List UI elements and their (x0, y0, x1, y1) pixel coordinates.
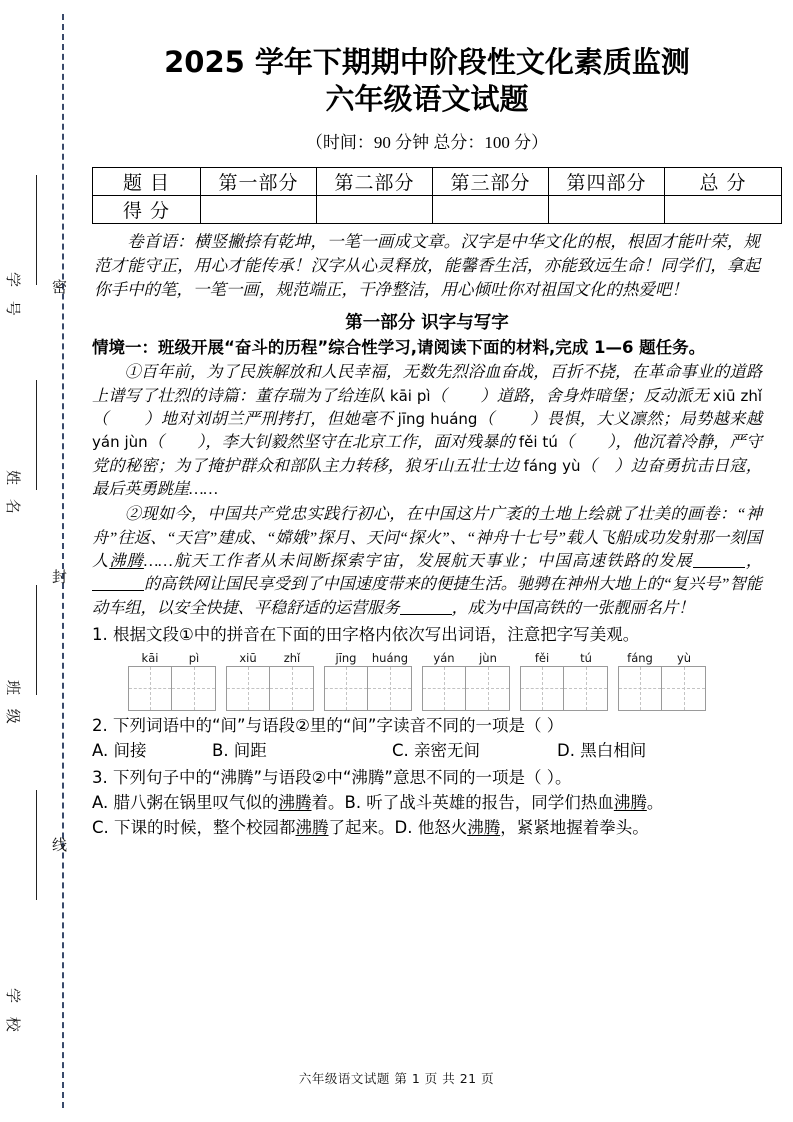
question-3-option-b-pre: B. 听了战斗英雄的报告，同学们热血 (344, 792, 614, 812)
pinyin-kai-pi: kāi pì (389, 386, 431, 405)
question-2-option-b[interactable]: B. 间距 (212, 740, 267, 760)
pinyin-jing-huang: jīng huáng (397, 410, 478, 429)
tianzige-pinyin-6b: yù (676, 650, 692, 665)
tianzige-pinyin-2a: xiū (239, 650, 257, 665)
tianzige-pinyin-5a: fěi (534, 650, 550, 665)
tianzige-pinyin-1b: pì (188, 650, 200, 665)
exam-meta-info: （时间：90 分钟 总分：100 分） (305, 133, 549, 153)
tianzige-pinyin-row-2 (226, 651, 314, 665)
pinyin-xiu-zhi: xiū zhǐ (713, 386, 763, 405)
pinyin-yan-jun: yán jùn (92, 433, 148, 452)
score-table-col-4: 第四部分 (549, 168, 665, 196)
question-3-option-c-underline: 沸腾 (295, 818, 329, 838)
score-table-col-2: 第二部分 (317, 168, 433, 196)
tianzige-cells-1 (128, 666, 216, 711)
question-3 (92, 766, 762, 790)
tianzige-grid (128, 651, 762, 711)
score-table-col-3: 第三部分 (433, 168, 549, 196)
seal-char-mi: 密 (52, 280, 68, 296)
tianzige-pinyin-row-1 (128, 651, 216, 665)
question-1-number: 1. (92, 625, 108, 645)
tianzige-group-1 (128, 651, 216, 711)
passage-two (92, 503, 762, 620)
score-cell-4[interactable] (549, 196, 665, 224)
answer-blank-4[interactable]: （ (147, 433, 198, 452)
table-row-scores (93, 196, 782, 224)
tianzige-pinyin-2b: zhǐ (283, 650, 301, 665)
answer-blank-3[interactable]: （ (477, 410, 531, 429)
question-3-number: 3. (92, 767, 108, 787)
tianzige-cell[interactable] (521, 667, 564, 710)
tianzige-cell[interactable] (619, 667, 662, 710)
exam-page-body (92, 0, 762, 841)
answer-blank-6[interactable]: （ (580, 456, 615, 475)
score-cell-2[interactable] (317, 196, 433, 224)
page-title-line2: 六年级语文试题 (325, 82, 529, 117)
question-1-text: 根据文段①中的拼音在下面的田字格内依次写出词语，注意把字写美观。 (113, 625, 640, 645)
answer-blank-2[interactable]: （ (92, 410, 145, 429)
margin-label-school: 学 校 (4, 988, 20, 1037)
tianzige-cell[interactable] (662, 667, 705, 710)
seal-char-xian: 线 (52, 838, 68, 854)
question-3-option-a-post: 着。 (311, 792, 345, 812)
seal-solid-segment-3 (36, 585, 37, 695)
question-3-option-c-pre: C. 下课的时候，整个校园都 (92, 818, 296, 838)
question-2-option-c[interactable]: C. 亲密无间 (392, 740, 481, 760)
tianzige-pinyin-1a: kāi (141, 650, 159, 665)
score-table-col-total: 总 分 (665, 168, 782, 196)
question-3-option-a-underline: 沸腾 (278, 792, 312, 812)
tianzige-pinyin-row-3 (324, 651, 412, 665)
passage-one-seg6: ），他沉着冷静，严守党的秘密；为了掩护群众和部队主力转移，狼牙山五壮士边 (92, 433, 763, 475)
tianzige-cells-4 (422, 666, 510, 711)
seal-solid-segment-1 (36, 175, 37, 285)
passage-one-seg5: ），李大钊毅然坚守在北京工作，面对残暴的 (197, 433, 519, 452)
question-2 (92, 714, 762, 738)
margin-label-student-id: 学 号 (4, 272, 20, 321)
question-3-option-c-post: 了起来。 (328, 818, 395, 838)
seal-solid-segment-2 (36, 380, 37, 490)
seal-dashed-line (62, 14, 64, 1108)
tianzige-cells-3 (324, 666, 412, 711)
score-table-col-1: 第一部分 (201, 168, 317, 196)
passage-one-seg4: ）畏惧，大义凛然；局势越来越 (530, 410, 763, 429)
tianzige-cell[interactable] (129, 667, 172, 710)
passage-two-seg4: 的高铁网让国民享受到了中国速度带来的便捷生活。驰骋在神州大地上的“复兴号”智能动车组，以安全快捷、平稳舒适的运营服务 (92, 575, 762, 617)
margin-label-student-name: 姓 名 (4, 470, 20, 519)
question-3-option-a-pre: A. 腊八粥在锅里叹气似的 (92, 792, 279, 812)
question-3-option-d-pre: D. 他怒火 (394, 818, 468, 838)
question-2-number: 2. (92, 715, 108, 735)
tianzige-cells-6 (618, 666, 706, 711)
question-3-option-d-post: ，紧紧地握着拳头。 (500, 818, 649, 838)
tianzige-pinyin-5b: tú (580, 650, 592, 665)
question-3-option-c[interactable] (92, 818, 395, 837)
question-2-option-d[interactable]: D. 黑白相间 (557, 740, 647, 760)
question-3-option-d-underline: 沸腾 (467, 818, 501, 838)
question-3-option-b-underline: 沸腾 (613, 792, 647, 812)
preface-label: 卷首语： (127, 232, 194, 252)
tianzige-cell[interactable] (325, 667, 368, 710)
passage-one-marker: ① (124, 363, 141, 382)
tianzige-pinyin-4a: yán (433, 650, 455, 665)
passage-two-seg3: ， (744, 552, 762, 571)
question-2-text: 下列词语中的“间”与语段②里的“间”字读音不同的一项是（ ） (113, 715, 564, 735)
page-title-line1: 2025 学年下期期中阶段性文化素质监测 (164, 45, 690, 79)
score-table-row-label-1: 题 目 (93, 168, 201, 196)
score-cell-total[interactable] (665, 196, 782, 224)
question-3-option-b[interactable] (345, 793, 664, 812)
passage-one-seg7: ）边奋勇抗击日寇，最后英勇跳崖…… (92, 456, 763, 499)
passage-two-seg5: ，成为中国高铁的一张靓丽名片！ (451, 598, 695, 617)
passage-one-seg3: ）地对刘胡兰严刑拷打，但她毫不 (144, 410, 398, 429)
passage-two-seg1: 现如今，中国共产党忠实践行初心，在中国这片广袤的土地上绘就了壮美的画卷：“神舟”往返、“天宫”建成、“嫦娥”探月、天问“探火”、“神舟十七号”载人飞船成功发射那一刻国人 (92, 505, 763, 571)
tianzige-pinyin-6a: fáng (627, 650, 653, 665)
table-row-header (93, 168, 782, 196)
tianzige-cells-5 (520, 666, 608, 711)
tianzige-group-2 (226, 651, 314, 711)
question-3-option-b-post: 。 (646, 792, 664, 812)
answer-blank-5[interactable]: （ (557, 433, 608, 452)
question-3-option-a[interactable] (92, 793, 345, 812)
passage-one-seg1: 百年前，为了民族解放和人民幸福，无数先烈浴血奋战，百折不挠，在革命事业的道路上谱写了壮烈的诗篇：董存瑞为了给连队 (92, 363, 763, 405)
tianzige-cell[interactable] (172, 667, 215, 710)
pinyin-fang-yu: fáng yù (523, 456, 581, 475)
tianzige-group-6 (618, 651, 706, 711)
passage-one-seg2: ）道路，舍身炸暗堡；反动派无 (480, 386, 714, 405)
score-cell-1[interactable] (201, 196, 317, 224)
pinyin-fei-tu: fěi tú (518, 433, 558, 452)
tianzige-cell[interactable] (368, 667, 411, 710)
tianzige-pinyin-4b: jùn (479, 650, 497, 665)
tianzige-cell[interactable] (564, 667, 607, 710)
tianzige-cell[interactable] (466, 667, 509, 710)
fill-blank-3[interactable] (400, 614, 452, 615)
passage-two-seg2: ……航天工作者从未间断探索宇宙，发展航天事业；中国高速铁路的发展 (143, 552, 693, 571)
answer-blank-1[interactable]: （ (430, 386, 481, 405)
fill-blank-1[interactable] (693, 567, 745, 568)
question-2-options (92, 739, 762, 763)
preface-text: 横竖撇捺有乾坤，一笔一画成文章。汉字是中华文化的根，根固才能叶荣，规范才能守正，用心才能传承！汉字从心灵释放，能馨香生活，亦能致远生命！同学们，拿起你手中的笔，一笔一画，规范端正，干净整洁，用心倾吐你对祖国文化的热爱吧！ (94, 232, 761, 300)
tianzige-pinyin-3a: jīng (335, 650, 357, 665)
question-2-option-a[interactable]: A. 间接 (92, 740, 147, 760)
score-cell-3[interactable] (433, 196, 549, 224)
situation-instruction: 情境一：班级开展“奋斗的历程”综合性学习,请阅读下面的材料,完成 1—6 题任务。 (92, 337, 706, 357)
tianzige-cell[interactable] (227, 667, 270, 710)
fill-blank-2[interactable] (92, 590, 144, 591)
tianzige-pinyin-row-4 (422, 651, 510, 665)
tianzige-cell[interactable] (423, 667, 466, 710)
tianzige-cell[interactable] (270, 667, 313, 710)
question-3-options-line-2 (92, 816, 762, 840)
score-table (92, 167, 782, 224)
page-footer: 六年级语文试题 第 1 页 共 21 页 (298, 1071, 495, 1086)
passage-two-underlined-feiteng: 沸腾 (109, 552, 144, 571)
passage-one (92, 361, 762, 501)
preface-paragraph (94, 230, 760, 302)
seal-solid-segment-4 (36, 790, 37, 900)
tianzige-group-4 (422, 651, 510, 711)
seal-margin-column (0, 0, 92, 1122)
question-3-options-line-1 (92, 791, 762, 815)
tianzige-pinyin-row-5 (520, 651, 608, 665)
seal-char-feng: 封 (52, 570, 68, 586)
section-heading-part-one: 第一部分 识字与写字 (345, 312, 509, 333)
margin-label-class: 班 级 (4, 680, 20, 729)
tianzige-pinyin-row-6 (618, 651, 706, 665)
tianzige-group-5 (520, 651, 608, 711)
question-3-text: 下列句子中的“沸腾”与语段②中“沸腾”意思不同的一项是（ ）。 (113, 767, 572, 787)
tianzige-cells-2 (226, 666, 314, 711)
passage-two-marker: ② (124, 505, 142, 524)
score-table-row-label-2: 得 分 (93, 196, 201, 224)
question-3-option-d[interactable] (395, 818, 649, 837)
question-1 (92, 623, 762, 647)
tianzige-pinyin-3b: huáng (371, 650, 409, 665)
tianzige-group-3 (324, 651, 412, 711)
